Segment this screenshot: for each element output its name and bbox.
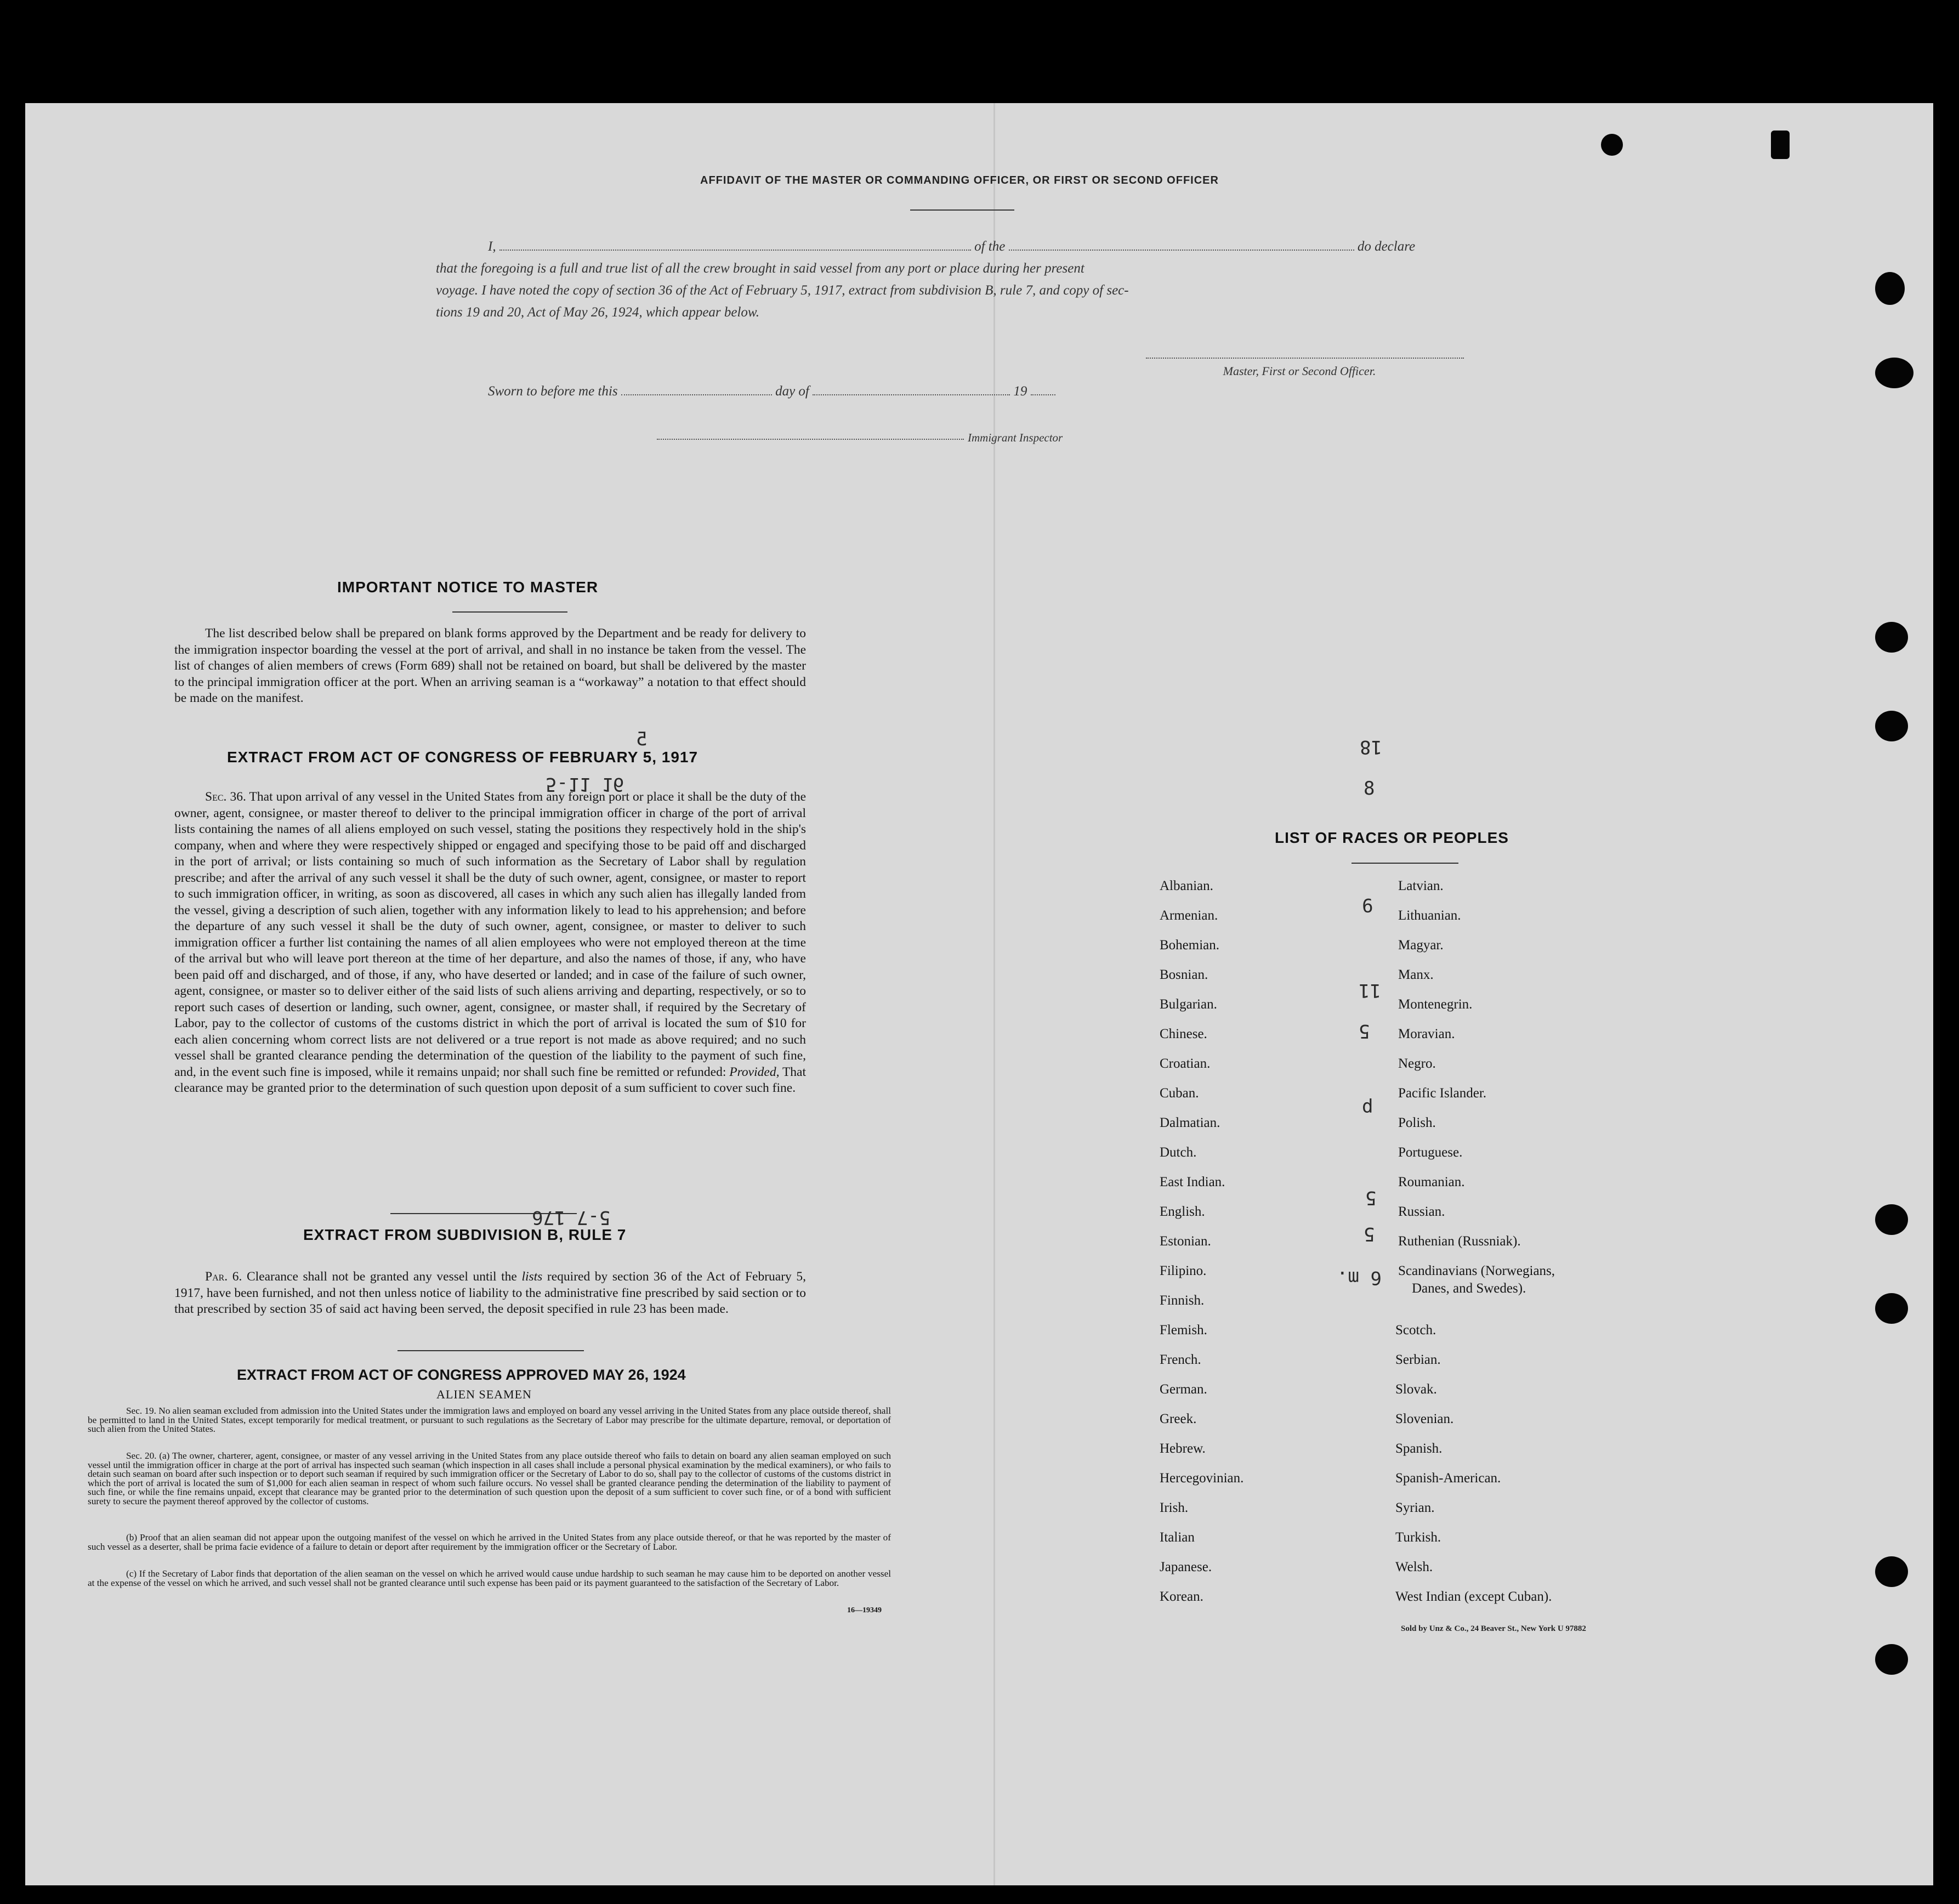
section-20a: Sec. 20. (a) The owner, charterer, agent, consignee, or master of any vessel arriving in the United States from any place outside thereof who fails to detain on board any alien seaman employed on such vessel until the immigration officer in charge at the port of arrival has inspected such seaman (which inspection in all cases shall include a personal physical examination by the medical examiners), or who fails to detain such seaman on board after such inspection or to deport such seaman if required by such immigration officer or the Secretary of Labor to do so, shall pay to the collector of customs of the customs district in which the port of arrival is located the sum of $1,000 for each alien seaman in respect of whom such failure occurs. No vessel shall be granted clearance pending the determination of the liability to payment of such fine, or while the fine remains unpaid, except that clearance may be granted prior to the determination of such question upon the deposit of a sum sufficient to cover such fine, or of a bond with sufficient surety to secure the payment thereof approved by the collector of customs.: [88, 1450, 891, 1506]
race-item: Roumanian.: [1398, 1175, 1465, 1189]
race-item: Polish.: [1398, 1115, 1436, 1130]
race-item: Italian: [1160, 1530, 1195, 1545]
affidavit-line-2: that the foregoing is a full and true list of all the crew brought in said vessel from any port or place during her present: [436, 261, 1084, 276]
bleed-through-number: 11: [1359, 979, 1381, 1001]
race-item: Estonian.: [1160, 1234, 1211, 1249]
race-item: Croatian.: [1160, 1056, 1211, 1071]
race-item: East Indian.: [1160, 1175, 1225, 1189]
signature-caption: Master, First or Second Officer.: [1223, 364, 1376, 378]
race-item: Latvian.: [1398, 879, 1444, 893]
punch-hole: [1875, 1644, 1908, 1675]
bleed-through-number: 9: [1362, 894, 1373, 916]
race-item: Syrian.: [1395, 1500, 1435, 1515]
bleed-through-number: 8: [1364, 778, 1375, 800]
race-item: Slovenian.: [1395, 1412, 1454, 1426]
extract-1924-title: EXTRACT FROM ACT OF CONGRESS APPROVED MAY 26, 1924: [237, 1367, 686, 1383]
race-item: Finnish.: [1160, 1293, 1205, 1308]
race-item: Scandinavians (Norwegians,: [1398, 1263, 1555, 1278]
alien-seamen-subtitle: ALIEN SEAMEN: [436, 1387, 532, 1401]
races-underline: [1352, 863, 1458, 864]
punch-hole: [1875, 358, 1913, 388]
race-item: Korean.: [1160, 1589, 1203, 1604]
race-item: Flemish.: [1160, 1323, 1207, 1338]
race-item: Welsh.: [1395, 1560, 1433, 1574]
race-item: Irish.: [1160, 1500, 1189, 1515]
race-item: Slovak.: [1395, 1382, 1437, 1397]
affidavit-body: [436, 236, 1494, 324]
race-item: Hebrew.: [1160, 1441, 1206, 1456]
inspector-signature-line[interactable]: [657, 439, 964, 440]
race-item: German.: [1160, 1382, 1207, 1397]
race-item: Montenegrin.: [1398, 997, 1473, 1012]
race-item: English.: [1160, 1204, 1205, 1219]
race-item: Negro.: [1398, 1056, 1436, 1071]
inspector-caption: Immigrant Inspector: [968, 431, 1063, 444]
race-item: Bosnian.: [1160, 967, 1208, 982]
race-item: Lithuanian.: [1398, 908, 1461, 923]
form-number: 16—19349: [847, 1606, 882, 1614]
section-20b: (b) Proof that an alien seaman did not appear upon the outgoing manifest of the vessel on which he arrived in the United States from any place outside thereof, or that he was reported by the master of such vessel as a deserter, shall be prima facie evidence of a failure to detain or deport after requirement by the immigration officer or the Secretary of Labor.: [88, 1532, 891, 1552]
race-item: Serbian.: [1395, 1352, 1441, 1367]
race-item: Armenian.: [1160, 908, 1218, 923]
bleed-through-number: 5: [1364, 1223, 1375, 1245]
bleed-through-number: 18: [1360, 736, 1382, 758]
affidavit-title: AFFIDAVIT OF THE MASTER OR COMMANDING OFFICER, OR FIRST OR SECOND OFFICER: [700, 174, 1219, 186]
bleed-through-number: 5: [636, 728, 648, 750]
extract-1917-body: Sec. 36. That upon arrival of any vessel in the United States from any foreign port or place it shall be the duty of the owner, agent, consignee, or master thereof to deliver to the principal immigration officer in charge of the port of arrival lists containing the names of all aliens employed on such vessel, stating the positions they respectively hold in the ship's company, when and where they were respectively shipped or engaged and specifying those to be paid off and discharged in the port of arrival; or lists containing so much of such information as the Secretary of Labor shall by regulation prescribe; and after the arrival of any such vessel it shall be the duty of such owner, agent, consignee, or master to report to such immigration officer, in writing, as soon as discovered, all cases in which any such alien has illegally landed from the vessel, giving a description of such alien, together with any information likely to lead to his apprehension; and before the departure of any such vessel it shall be the duty of such owner, agent, consignee, or master to deliver to such immigration officer a further list containing the names of all alien employees who were not employed thereon at the time of the arrival but who will leave port thereon at the time of her departure, and also the names of those, if any, who have been paid off and discharged, and of those, if any, who have deserted or landed; and in case of the failure of such owner, agent, consignee, or master so to deliver either of the said lists of such aliens arriving and departing, respectively, or so to report such cases of desertion or landing, such owner, agent, consignee, or master shall, if required by the Secretary of Labor, pay to the collector of customs of the customs district in which the port of arrival is located the sum of $10 for each alien concerning whom correct lists are not delivered or a true report is not made as above required; and no such vessel shall be granted clearance pending the determination of the question of the liability to the payment of such fine, and, in the event such fine is imposed, while it remains unpaid; nor shall such fine be remitted or refunded: Provided, That clearance may be granted prior to the determination of such question upon deposit of a sum sufficient to cover such fine.: [174, 790, 807, 1095]
race-item: Magyar.: [1398, 938, 1444, 953]
sworn-year-blank[interactable]: [1031, 384, 1055, 395]
race-item: Hercegovinian.: [1160, 1471, 1244, 1486]
edge-mark: [1771, 131, 1790, 159]
page-fold: [993, 103, 995, 1885]
title-underline: [910, 209, 1014, 211]
notice-underline: [452, 611, 567, 613]
race-item: Cuban.: [1160, 1086, 1199, 1101]
vessel-blank[interactable]: [1009, 240, 1354, 251]
race-item: Pacific Islander.: [1398, 1086, 1487, 1101]
race-item: Chinese.: [1160, 1027, 1207, 1041]
race-item: Danes, and Swedes).: [1412, 1281, 1526, 1296]
race-item: Spanish-American.: [1395, 1471, 1501, 1486]
affidavit-line-3: voyage. I have noted the copy of section 36 of the Act of February 5, 1917, extract from subdivision B, rule 7, and copy of sec-: [436, 283, 1129, 298]
race-item: West Indian (except Cuban).: [1395, 1589, 1552, 1604]
race-item: Turkish.: [1395, 1530, 1441, 1545]
extract-rule7-title: EXTRACT FROM SUBDIVISION B, RULE 7: [303, 1226, 627, 1243]
section-label: Sec. 36.: [205, 790, 246, 804]
races-title: LIST OF RACES OR PEOPLES: [1275, 829, 1509, 846]
race-item: Ruthenian (Russniak).: [1398, 1234, 1521, 1249]
race-item: Moravian.: [1398, 1027, 1455, 1041]
bleed-through-number: 5: [1359, 1020, 1370, 1042]
race-item: Dutch.: [1160, 1145, 1197, 1160]
bleed-through-number: 5-11 16: [546, 773, 624, 795]
race-item: Spanish.: [1395, 1441, 1443, 1456]
affidavit-line-1: I, of the do declare: [488, 239, 1416, 254]
race-item: Dalmatian.: [1160, 1115, 1220, 1130]
race-item: Filipino.: [1160, 1263, 1207, 1278]
punch-hole: [1875, 272, 1905, 305]
affidavit-line-4: tions 19 and 20, Act of May 26, 1924, which appear below.: [436, 305, 760, 320]
sworn-day-blank[interactable]: [621, 384, 772, 395]
punch-hole: [1875, 1293, 1908, 1324]
sworn-line: Sworn to before me this day of 19: [488, 384, 1055, 399]
bleed-through-number: 5: [1365, 1187, 1377, 1209]
bleed-through-number: 5-7 176: [532, 1206, 611, 1228]
name-blank[interactable]: [499, 240, 971, 251]
bleed-through-number: 6 m.: [1337, 1267, 1382, 1289]
race-item: Japanese.: [1160, 1560, 1212, 1574]
race-item: Russian.: [1398, 1204, 1445, 1219]
extract-rule7-body: Par. 6. Clearance shall not be granted any vessel until the lists required by section 36 of the Act of February 5, 1917, have been furnished, and not then unless notice of liability to the administrative fine prescribed by said section or to that prescribed by section 35 of said act having been served, the deposit specified in rule 23 has been made.: [174, 1270, 807, 1316]
bleed-through-number: d: [1362, 1096, 1373, 1118]
punch-hole: [1875, 1556, 1908, 1587]
sworn-month-blank[interactable]: [813, 384, 1010, 395]
section-19: Sec. 19. No alien seaman excluded from admission into the United States under the immigration laws and employed on board any vessel arriving in the United States from any place outside thereof, shall be permitted to land in the United States, except temporarily for medical treatment, or pursuant to such regulations as the Secretary of Labor may prescribe for the ultimate departure, removal, or deportation of such alien from the United States.: [88, 1406, 891, 1434]
signature-line[interactable]: [1146, 358, 1464, 359]
notice-body: The list described below shall be prepared on blank forms approved by the Department and be ready for delivery to the immigration inspector boarding the vessel at the port of arrival, and shall in no instance be taken from the vessel. The list of changes of alien members of crews (Form 689) shall not be retained on board, but shall be delivered by the master to the principal immigration officer at the port. When an arriving seaman is a “workaway” a notation to that effect should be made on the manifest.: [174, 626, 806, 705]
punch-hole: [1875, 622, 1908, 653]
notice-title: IMPORTANT NOTICE TO MASTER: [337, 579, 599, 596]
race-item: Greek.: [1160, 1412, 1197, 1426]
race-item: Scotch.: [1395, 1323, 1436, 1338]
race-item: Bulgarian.: [1160, 997, 1217, 1012]
punch-hole: [1875, 711, 1908, 741]
race-item: Bohemian.: [1160, 938, 1220, 953]
race-item: Portuguese.: [1398, 1145, 1463, 1160]
race-item: French.: [1160, 1352, 1201, 1367]
punch-hole: [1875, 1204, 1908, 1235]
printer-imprint: Sold by Unz & Co., 24 Beaver St., New York U 97882: [1401, 1624, 1586, 1633]
extract-rule7-underline: [398, 1350, 584, 1351]
section-20c: (c) If the Secretary of Labor finds that deportation of the alien seaman on the vessel on which he arrived would cause undue hardship to such seaman he may cause him to be deported on another vessel at the expense of the vessel on which he arrived, and such vessel shall not be granted clearance until such expense has been paid or its payment guaranteed to the satisfaction of the Secretary of Labor.: [88, 1568, 891, 1588]
race-item: Manx.: [1398, 967, 1434, 982]
extract-1917-title: EXTRACT FROM ACT OF CONGRESS OF FEBRUARY 5, 1917: [227, 749, 699, 766]
punch-hole: [1601, 134, 1623, 156]
race-item: Albanian.: [1160, 879, 1213, 893]
